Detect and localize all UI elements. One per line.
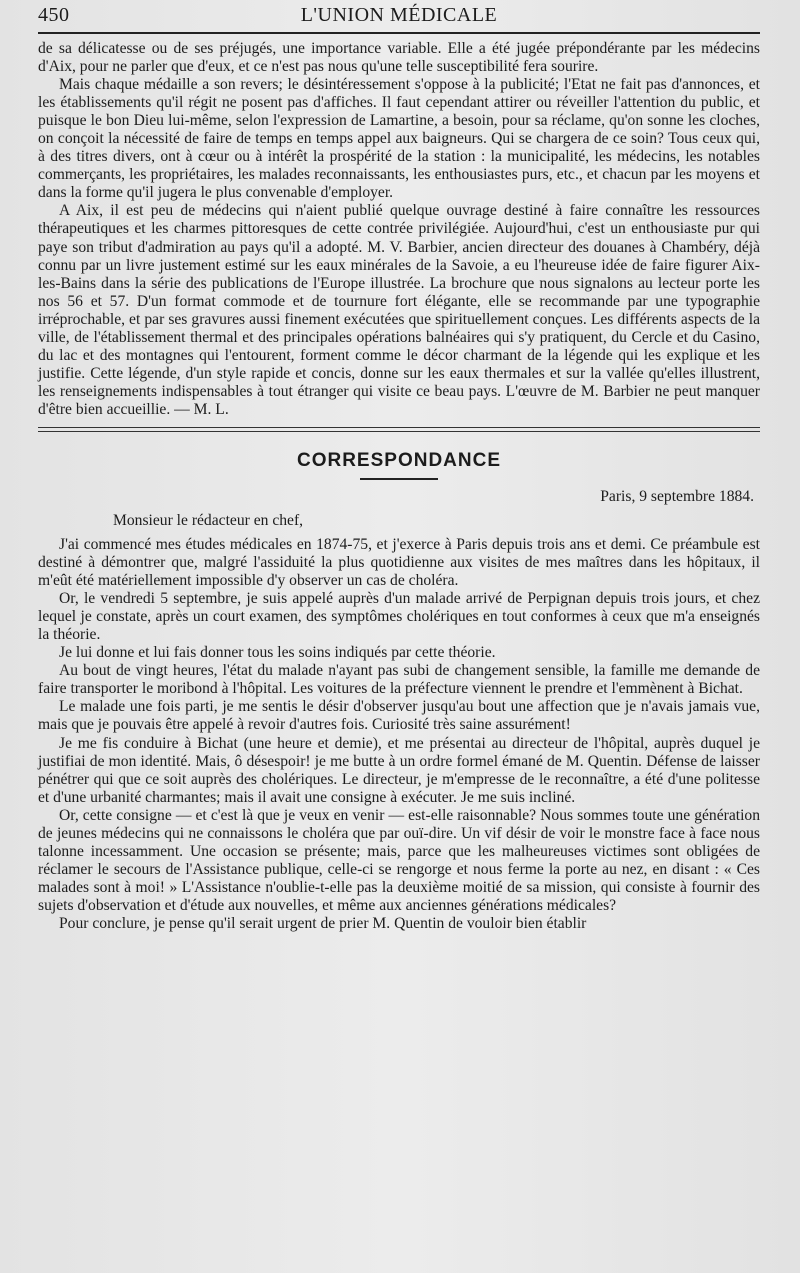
letter: [38, 488, 760, 933]
header-rule: [38, 32, 760, 34]
letter-paragraph: Or, cette consigne — et c'est là que je veux en venir — est-elle raisonnable? Nous sommes toute une génération de jeunes médecins qui ne connaissons le choléra que par ouï-dire. Un vif désir de voir le monstre face à face nous talonne incessamment. Une occasion se présente; mais, parce que les malheureuses victimes sont obligées de réclamer le secours de l'Assistance publique, celle-ci se rengorge et nous ferme la porte au nez, en disant : « Ces malades sont à moi! » L'Assistance n'oublie-t-elle pas la deuxième moitié de sa mission, qui consiste à fournir des sujets d'observation et d'étude aux nouvelles, et même aux anciennes générations médicales?: [38, 806, 760, 914]
review-paragraph: Mais chaque médaille a son revers; le désintéressement s'oppose à la publicité; l'Etat ne fait pas d'annonces, et les établissements qu'il régit ne posent pas d'affiches. Il faut cependant attirer ou réveiller l'attention du public, et puisque le bon Dieu lui-même, selon l'expression de Lamartine, a besoin, pour sa réclame, qu'on sonne les cloches, on conçoit la nécessité de faire de temps en temps appel aux baigneurs. Qui se chargera de ce soin? Tous ceux qui, à des titres divers, ont à cœur ou à intérêt la prospérité de la station : la municipalité, les médecins, les notables commerçants, les propriétaires, les malades reconnaissants, les enthousiastes purs, etc., et chacun par les moyens et dans la forme qu'il jugera le plus convenable d'employer.: [38, 76, 760, 202]
review-signature: — M. L.: [174, 400, 229, 418]
letter-paragraph: Je lui donne et lui fais donner tous les soins indiqués par cette théorie.: [59, 644, 496, 662]
letter-paragraph: Pour conclure, je pense qu'il serait urgent de prier M. Quentin de vouloir bien établir: [59, 914, 587, 932]
running-title: L'UNION MÉDICALE: [300, 4, 498, 26]
letter-paragraph: Je me fis conduire à Bichat (une heure et demie), et me présentai au directeur de l'hôpital, auprès duquel je justifiai de mon identité. Mais, ô désespoir! je me butte à un ordre formel émané de M. Quentin. Défense de laisser pénétrer qui que ce soit auprès des cholériques. Le directeur, je m'empresse de le reconnaître, a été d'une politesse et d'une urbanité charmantes; mais il avait une consigne à exécuter. Je me suis incliné.: [38, 734, 760, 806]
review-section: [38, 40, 760, 419]
review-paragraph: [38, 202, 760, 419]
section-title: CORRESPONDANCE: [296, 449, 502, 471]
letter-paragraph: Au bout de vingt heures, l'état du malade n'ayant pas subi de changement sensible, la famille me demande de faire transporter le moribond à l'hôpital. Les voitures de la préfecture viennent le prendre et l'emmènent à Bichat.: [38, 662, 760, 698]
review-paragraph-text: A Aix, il est peu de médecins qui n'aient publié quelque ouvrage destiné à faire connaître les ressources thérapeutiques et les charmes pittoresques de cette contrée privilégiée. Aujourd'hui, c'est un enthousiaste pur qui paye son tribut d'admiration au pays qu'il a adopté. M. V. Barbier, ancien directeur des douanes à Chambéry, déjà connu par un livre justement estimé sur les eaux minérales de la Savoie, a eu l'heureuse idée de faire figurer Aix-les-Bains dans la série des publications de l'Europe illustrée. La brochure que nous signalons au lecteur porte les nos 56 et 57. D'un format commode et de tournure fort élégante, elle se recommande par une typographie irréprochable, et par ses gravures aussi finement exécutées que spirituellement conçues. Les différents aspects de la ville, de l'établissement thermal et des principales opérations balnéaires qui s'y pratiquent, du Cercle et du Casino, du lac et des montagnes qui l'entourent, forment comme le décor charmant de la légende qui les explique et les justifie. Cette légende, d'un style rapide et concis, donne sur les eaux thermales et sur la vallée qu'elles illustrent, les renseignements indispensables à tout étranger qui visite ce beau pays. L'œuvre de M. Barbier ne peut manquer d'être bien accueillie.: [38, 202, 760, 418]
review-paragraph: de sa délicatesse ou de ses préjugés, une importance variable. Elle a été jugée prépondérante par les médecins d'Aix, pour ne parler que d'eux, et ce n'est pas nous qu'une telle susceptibilité fera sourire.: [38, 40, 760, 76]
letter-date: Paris, 9 septembre 1884.: [600, 487, 754, 505]
section-divider: [38, 427, 760, 432]
page-header: [38, 4, 760, 30]
letter-paragraph: J'ai commencé mes études médicales en 1874-75, et j'exerce à Paris depuis trois ans et demi. Ce préambule est destiné à démontrer que, malgré l'assiduité la plus quotidienne aux visites de mes maîtres dans les hôpitaux, il m'eût été matériellement impossible d'y observer un cas de choléra.: [38, 535, 760, 590]
page-number: 450: [38, 4, 70, 26]
letter-paragraph: Le malade une fois parti, je me sentis le désir d'observer jusqu'au bout une affection que je n'avais jamais vue, mais que je pouvais être appelé à revoir d'autres fois. Curiosité très saine assurément!: [38, 698, 760, 734]
letter-salutation: Monsieur le rédacteur en chef,: [113, 511, 304, 529]
title-underline: [360, 478, 438, 480]
letter-paragraph: Or, le vendredi 5 septembre, je suis appelé auprès d'un malade arrivé de Perpignan depuis trois jours, et chez lequel je constate, après un court examen, des symptômes cholériques en tout conformes à ceux que m'a enseignés la théorie.: [38, 590, 760, 644]
